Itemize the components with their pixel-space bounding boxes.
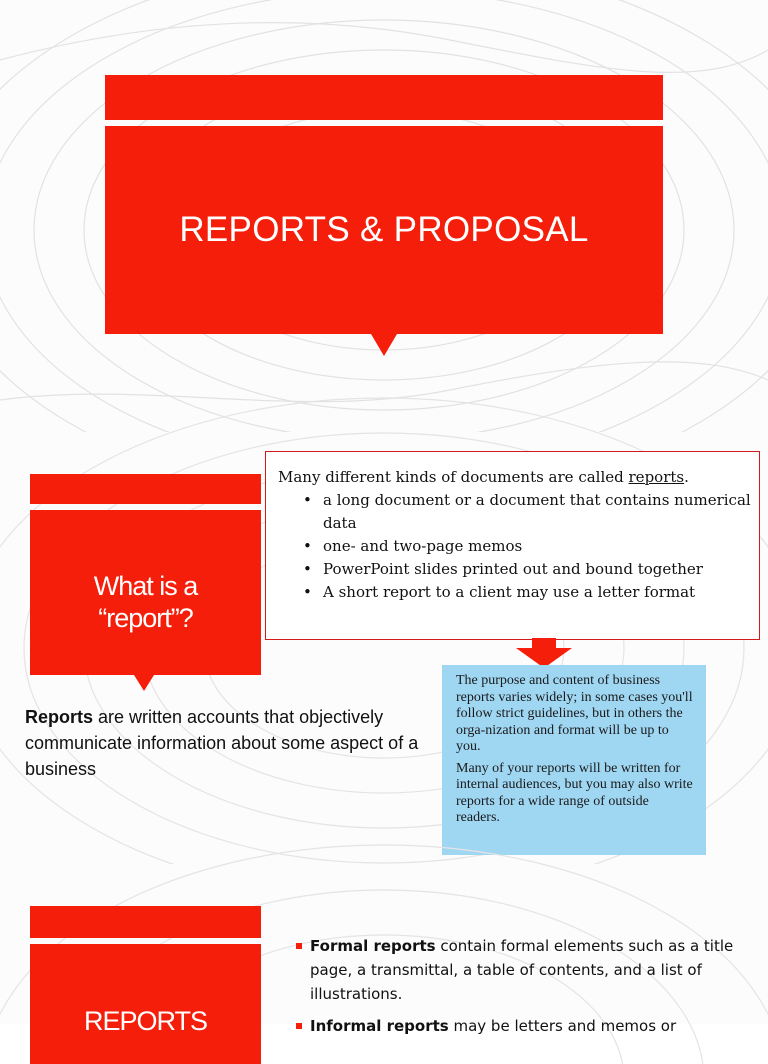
down-arrow-icon — [514, 638, 574, 668]
reports-slide — [0, 864, 768, 1036]
list-item: • PowerPoint slides printed out and bound together — [303, 558, 751, 581]
section-title-box — [30, 944, 261, 1064]
section-title-box — [30, 510, 261, 675]
definition-text: are written accounts that objectively communicate information about some aspect of a business — [25, 707, 419, 779]
section-title-line2: “report”? — [98, 602, 193, 633]
section-pointer-icon — [134, 675, 154, 691]
title-pointer-icon — [371, 334, 397, 356]
square-bullet-icon — [296, 943, 302, 949]
list-item: • a long document or a document that contains numerical data — [303, 489, 751, 535]
what-is-report-slide — [0, 432, 768, 864]
title-slide — [0, 0, 768, 432]
section-title — [94, 552, 198, 634]
section-accent-bar — [30, 906, 261, 938]
report-types-box — [265, 451, 760, 640]
report-types-intro: Many different kinds of documents are called reports. — [278, 468, 689, 486]
callout-paragraph: The purpose and content of business reports varies widely; in some cases you'll follow strict guidelines, but in others the orga-nization and format will be up to you. — [456, 673, 693, 754]
title-box — [105, 126, 663, 334]
section-accent-bar — [30, 474, 261, 504]
title-accent-bar — [105, 75, 663, 120]
report-definition — [25, 704, 445, 782]
section-title: REPORTS — [83, 1006, 208, 1036]
list-item: • one- and two-page memos — [303, 535, 751, 558]
textbook-callout — [442, 665, 706, 855]
list-item: Formal reports contain formal elements such as a title page, a transmittal, a table of contents, and a list of illustrations. — [296, 934, 736, 1006]
reports-term: reports — [628, 468, 685, 486]
slide-title: REPORTS & PROPOSAL — [179, 210, 589, 249]
report-kinds-list — [296, 934, 736, 1046]
report-types-list — [278, 489, 751, 604]
list-item: Informal reports may be letters and memos or — [296, 1014, 736, 1038]
square-bullet-icon — [296, 1023, 302, 1029]
definition-term: Reports — [25, 707, 94, 727]
list-item: • A short report to a client may use a letter format — [303, 581, 751, 604]
callout-paragraph: Many of your reports will be written for internal audiences, but you may also write reports for a wide range of outside readers. — [456, 760, 693, 825]
section-title-line1: What is a — [93, 570, 198, 601]
